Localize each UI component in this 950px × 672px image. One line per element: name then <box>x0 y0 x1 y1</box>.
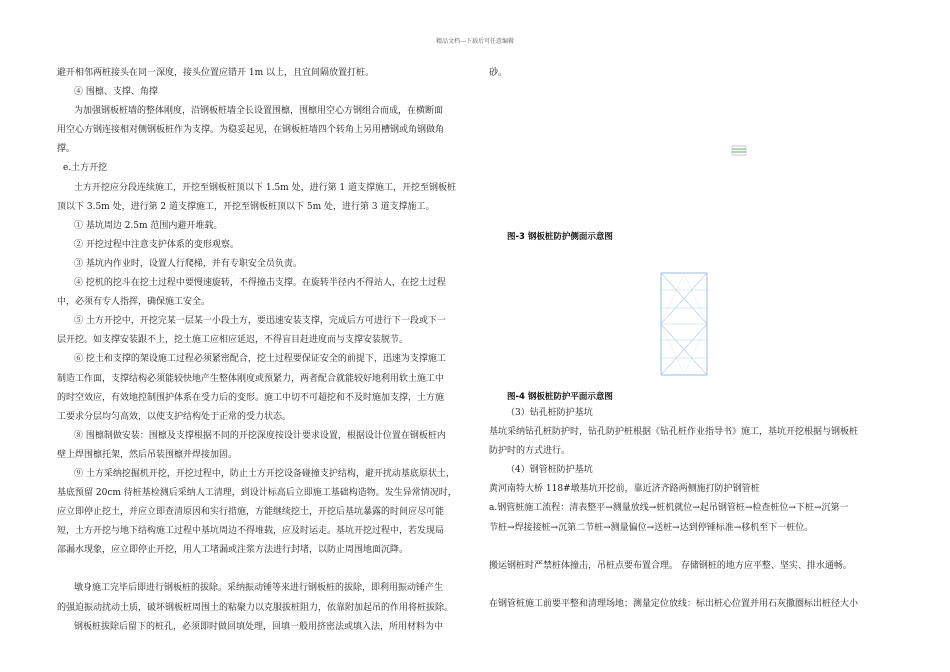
paragraph-line: 短，土方开挖与地下结构施工过程中基坑周边不得堆载，应及时运走。基坑开挖过程中，若发现局 <box>57 526 445 537</box>
paragraph-line: 节桩→焊接接桩→沉第二节桩→测量偏位→送桩→达到停锤标准→移机至下一桩位。 <box>489 522 814 533</box>
paragraph-line: 制造工作面，支撑结构必须能较快地产生整体刚度或预紧力，两者配合就能较好地利用软土施工中 <box>57 373 445 384</box>
paragraph-line: 砂。 <box>489 68 508 78</box>
paragraph-line: 钢板桩拔除后留下的桩孔，必须即时做回填处理，回填一般用挤密法或填入法，所用材料为中 <box>74 621 444 632</box>
paragraph-line: ① 基坑周边 2.5m 范围内避开堆载。 <box>74 220 223 231</box>
blank-line <box>489 538 901 557</box>
paragraph-line: a.钢管桩施工流程：清表整平→测量放线→桩机就位→起吊钢管桩→检查桩位→下桩→沉第一 <box>489 503 849 514</box>
paragraph-line: 避开相邻两桩接头在同一深度，接头位置应错开 1m 以上，且宜间隔放置打桩。 <box>57 68 374 78</box>
paragraph-line: 层开挖。如支撑安装跟不上，挖土施工应相应延迟，不得盲目赶进度而与支撑安装脱节。 <box>57 335 409 346</box>
paragraph-line: 的时空效应，有效地控制围护体系在受力后的变形。施工中切不可超挖和不及时施加支撑，土方施 <box>57 392 445 403</box>
section-heading: e.土方开挖 <box>63 163 108 174</box>
paragraph-line: 基底预留 20cm 待桩基检测后采纳人工清理，到设计标高后立即施工基础构造物。发生异常情况时， <box>57 488 457 499</box>
paragraph-line: ② 开挖过程中注意支护体系的变形观察。 <box>74 239 239 250</box>
paragraph-line: 黄河南特大桥 118#墩基坑开挖前，靠近济齐路两侧施打防护钢管桩 <box>489 484 760 495</box>
paragraph-line: 壁上焊围檩托架，然后吊装围檩并焊接加固。 <box>57 449 238 460</box>
paragraph-line: ⑥ 挖土和支撑的架设施工过程必须紧密配合，挖土过程要保证安全的前提下，迅速为支撑施工 <box>74 354 446 365</box>
paragraph-line: 应立即停止挖土，并应立即查清原因和实行措施，方能继续挖土，开挖后基坑暴露的时间应尽可能 <box>57 507 445 518</box>
paragraph-line: ④ 挖机的挖斗在挖土过程中要慢速旋转，不得撞击支撑。在旋转半径内不得站人，在挖土过程 <box>74 278 446 289</box>
blank-line <box>489 576 901 595</box>
paragraph-line: 在钢管桩施工前要平整和清理场地；测量定位放线：标出桩心位置并用石灰撒圈标出桩径大小 <box>489 598 859 609</box>
paragraph-line: 中，必须有专人指挥，确保施工安全。 <box>57 297 211 308</box>
right-column <box>489 64 901 83</box>
paragraph-line: ③ 基坑内作业时，设置人行爬梯，并有专职安全员负责。 <box>74 258 302 269</box>
paragraph-line: 顶以下 3.5m 处，进行第 2 道支撑施工，开挖至钢板桩顶以下 5m 处，进行第 3 道支撑施工。 <box>57 201 435 212</box>
paragraph-line: 为加强钢板桩墙的整体刚度，沿钢板桩墙全长设置围檩，围檩用空心方钢组合而成，在横断面 <box>74 106 444 117</box>
section-heading: （3）钻孔桩防护基坑 <box>506 408 593 418</box>
right-column-lower <box>489 404 901 614</box>
figure-3-caption: 图-3 钢板桩防护侧面示意图 <box>507 232 613 242</box>
paragraph-line: 防护时的方式进行。 <box>489 446 571 457</box>
paragraph-line: 基坑采纳钻孔桩防护时，钻孔防护桩根据《钻孔桩作业指导书》施工，基坑开挖根据与钢板桩 <box>489 427 859 438</box>
paragraph-line: 土方开挖应分段连续施工，开挖至钢板桩顶以下 1.5m 处，进行第 1 道支撑施工，开挖至钢板桩 <box>74 182 457 193</box>
figure-4-plan-view <box>658 270 710 378</box>
paragraph-line: ⑤ 土方开挖中，开挖完某一层某一小段土方，要迅速安装支撑，完成后方可进行下一段或下一 <box>74 316 446 327</box>
paragraph-line: 撑。 <box>57 144 76 155</box>
blank-line <box>57 560 469 579</box>
paragraph-line: ⑨ 土方采纳挖掘机开挖，开挖过程中，防止土方开挖设备碰撞支护结构，避开扰动基底原状土， <box>74 468 455 479</box>
section-heading: （4）钢管桩防护基坑 <box>506 465 593 476</box>
figure-4-caption: 图-4 钢板桩防护平面示意图 <box>507 392 613 402</box>
paragraph-line: 用空心方钢连接相对侧钢板桩作为支撑。为稳妥起见，在钢板桩墙四个转角上另用槽钢或角钢做角 <box>57 125 445 136</box>
paragraph-line: ④ 围檩、支撑、角撑 <box>74 87 158 98</box>
figure-3-side-view <box>730 143 750 159</box>
paragraph-line: 的强迫振动扰动土质，破坏钢板桩周围土的粘聚力以克服拔桩阻力，依靠附加起吊的作用将桩拔除。 <box>57 602 454 613</box>
paragraph-line: ⑧ 围檩制做安装：围檩及支撑根据不同的开挖深度按设计要求设置，根据设计位置在钢板桩内 <box>74 430 446 441</box>
paragraph-line: 部漏水现象，应立即停止开挖，用人工堵漏或注浆方法进行封堵，以防止周围地面沉降。 <box>57 545 409 556</box>
paragraph-line: 工要求分层均匀高效，以使支护结构处于正常的受力状态。 <box>57 411 292 422</box>
page-header: 精品文档---下载后可任意编辑 <box>435 38 515 45</box>
left-column <box>57 64 469 637</box>
paragraph-line: 墩身施工完毕后即进行钢板桩的拔除。采纳振动锤等来进行钢板桩的拔除，即利用振动锤产生 <box>74 583 444 594</box>
paragraph-line: 搬运钢桩时严禁桩体撞击，吊桩点要布置合理。 存储钢桩的地方应平整、坚实、排水通畅。 <box>489 560 852 571</box>
